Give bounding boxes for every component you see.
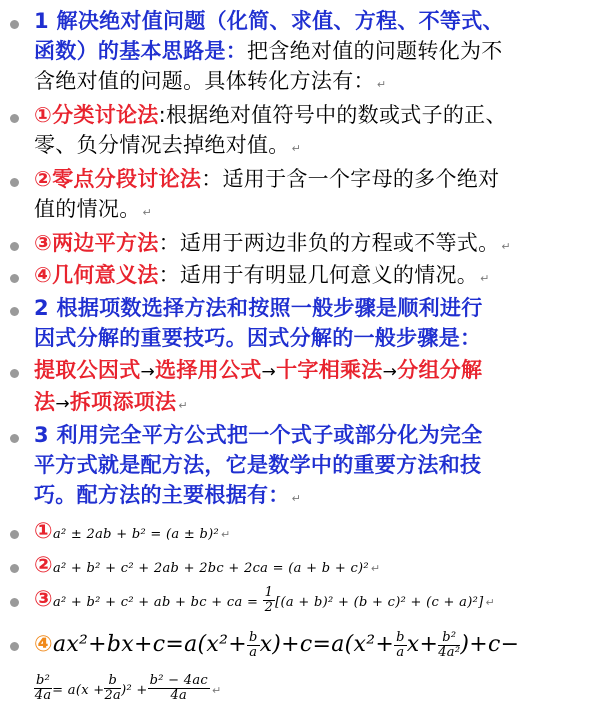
formula-1-expr: a² ± 2ab + b² = (a ± b)²	[52, 527, 220, 542]
bullet-icon	[10, 307, 19, 316]
p3-line2: 平方式就是配方法，它是数学中的重要方法和技	[34, 453, 482, 477]
method-2-desc: ：适用于含一个字母的多个绝对	[201, 167, 500, 191]
bullet-icon	[10, 114, 19, 123]
formula-4-number: ④	[34, 632, 53, 657]
return-mark-icon: ↵	[291, 492, 302, 505]
frac-num: 1	[264, 584, 274, 600]
formula-2-number: ②	[34, 553, 53, 578]
step-4: 分组分解	[397, 358, 483, 382]
p3-line3: 巧。配方法的主要根据有：	[34, 483, 290, 507]
formula-1-number: ①	[34, 519, 53, 544]
frac-den: 2a	[104, 687, 122, 703]
bullet-icon	[10, 642, 19, 651]
frac-num: b² − 4ac	[149, 672, 208, 688]
return-mark-icon: ↵	[370, 562, 381, 575]
step-1: 提取公因式	[34, 358, 141, 382]
bullet-icon	[10, 274, 19, 283]
p2-line2: 因式分解的重要技巧。因式分解的一般步骤是：	[34, 326, 482, 350]
method-1-desc2: 零、负分情况去掉绝对值。	[34, 133, 290, 157]
bullet-icon	[10, 369, 19, 378]
arrow-icon: →	[140, 362, 156, 382]
formula-5-part-a: = a(x +	[52, 683, 105, 698]
step-5: 拆项添项法	[69, 390, 177, 414]
frac-num: b²	[36, 672, 51, 688]
method-2-desc2: 值的情况。	[34, 197, 141, 221]
bullet-icon	[10, 178, 19, 187]
formula-3-rhs: [(a + b)² + (b + c)² + (c + a)²]	[275, 595, 484, 610]
formula-4-frac-3	[438, 631, 460, 659]
arrow-icon: →	[55, 394, 70, 414]
frac-num: b	[396, 629, 405, 645]
method-2-title: ②零点分段讨论法	[34, 167, 202, 191]
frac-num: b	[248, 629, 258, 645]
step-3: 十字相乘法	[276, 358, 383, 382]
frac-den: 4a	[170, 687, 188, 703]
return-mark-icon: ↵	[376, 78, 387, 91]
bullet-icon	[10, 564, 19, 573]
method-4-title: ④几何意义法	[34, 263, 159, 287]
bullet-icon	[10, 242, 19, 251]
bullet-icon	[10, 434, 19, 443]
p2-line1: 2 根据项数选择方法和按照一般步骤是顺利进行	[34, 296, 483, 320]
frac-den: a	[396, 644, 405, 660]
formula-4-part-b: x)+c=a(x²+	[259, 632, 395, 657]
arrow-icon: →	[382, 362, 398, 382]
p1-line1: 1 解决绝对值问题（化简、求值、方程、不等式、	[34, 9, 504, 33]
formula-3-half	[263, 586, 276, 614]
formula-5-frac-2	[104, 674, 121, 702]
method-1-desc: :根据绝对值符号中的数或式子的正、	[158, 103, 507, 127]
formula-3-number: ③	[34, 587, 53, 612]
formula-3-lhs: a² + b² + c² + ab + bc + ca =	[52, 595, 263, 610]
method-4-desc: ：适用于有明显几何意义的情况。	[158, 263, 479, 287]
arrow-icon: →	[261, 362, 277, 382]
frac-num: b	[104, 674, 121, 689]
return-mark-icon: ↵	[291, 142, 302, 155]
formula-4-part-d: )+c−	[460, 632, 520, 657]
p1-line2b: 把含绝对值的问题转化为不	[247, 39, 503, 63]
p3-line1: 3 利用完全平方公式把一个式子或部分化为完全	[34, 423, 483, 447]
bullet-icon	[10, 598, 19, 607]
return-mark-icon: ↵	[142, 206, 153, 219]
formula-2-expr: a² + b² + c² + 2ab + 2bc + 2ca = (a + b + c)²	[52, 561, 369, 576]
return-mark-icon: ↵	[221, 528, 231, 541]
formula-5-frac-1	[34, 674, 52, 702]
method-3-title: ③两边平方法	[34, 231, 159, 255]
frac-den: 4a	[34, 687, 52, 703]
return-mark-icon: ↵	[212, 684, 222, 697]
bullet-icon	[10, 20, 19, 29]
step-4-cont: 法	[34, 390, 56, 414]
return-mark-icon: ↵	[178, 399, 188, 412]
return-mark-icon: ↵	[480, 272, 490, 285]
return-mark-icon: ↵	[501, 240, 511, 253]
method-3-desc: ：适用于两边非负的方程或不等式。	[158, 231, 500, 255]
method-1-title: ①分类讨论法	[34, 103, 159, 127]
frac-num: b²	[438, 631, 460, 646]
p1-line3: 含绝对值的问题。具体转化方法有：	[34, 69, 375, 93]
frac-den: 2	[264, 599, 274, 615]
formula-4-part-c: x+	[406, 632, 439, 657]
formula-4-frac-2	[394, 631, 407, 659]
formula-4-frac-1	[247, 631, 260, 659]
p1-line2: 函数）的基本思路是：	[34, 39, 247, 63]
bullet-icon	[10, 530, 19, 539]
formula-4-part-a: ax²+bx+c=a(x²+	[52, 632, 247, 657]
return-mark-icon: ↵	[485, 596, 495, 609]
formula-5-frac-3	[148, 674, 210, 702]
step-2: 选择用公式	[155, 358, 262, 382]
frac-den: a	[249, 644, 258, 660]
formula-5-part-b: )² +	[121, 683, 148, 698]
frac-den: 4a²	[438, 644, 461, 660]
